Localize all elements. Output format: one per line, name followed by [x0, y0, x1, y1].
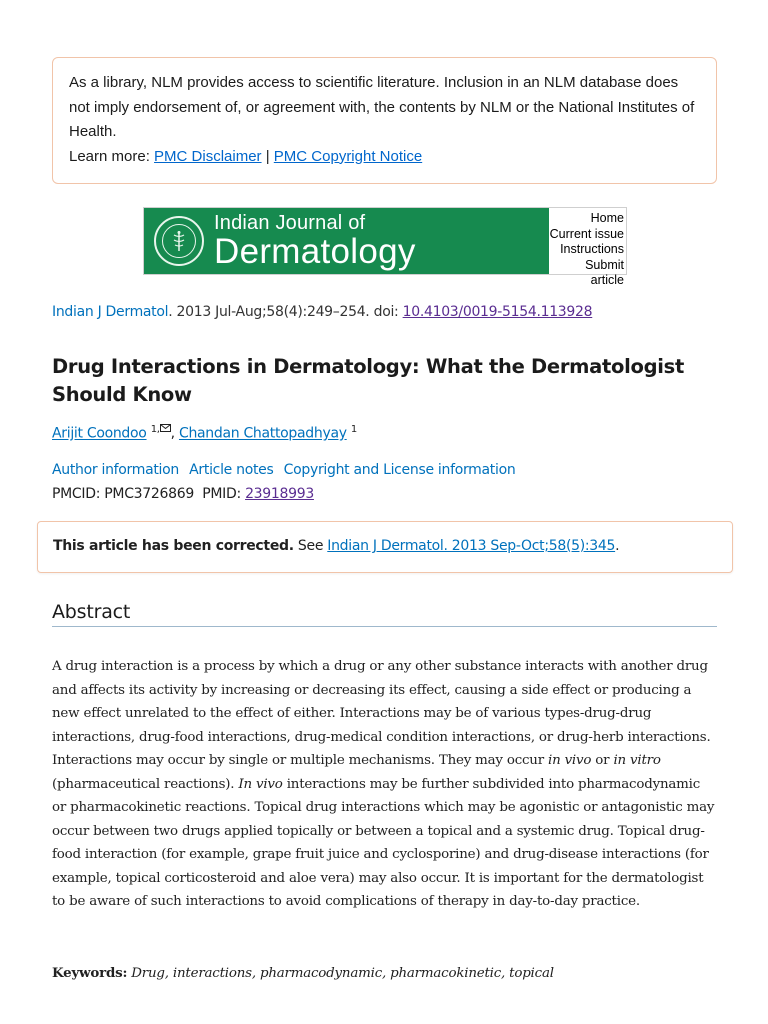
author-information-toggle[interactable]: Author information [52, 462, 179, 478]
abstract-text-1: A drug interaction is a process by which a drug or any other substance interacts with another drug and affects its activity by increasing or decreasing its effect, causing a side effect or producing a new effect unrelated to the effect of either. Interactions may be of various types-drug-drug interactions, drug-food interactions, drug-medical condition interactions, or drug-herb interactions. Interactions may occur by single or multiple mechanisms. They may occur [52, 659, 711, 768]
banner-nav-submit-article[interactable]: Submit article [585, 257, 624, 287]
abstract-or: or [591, 753, 614, 768]
doi-link[interactable]: 10.4103/0019-5154.113928 [402, 304, 593, 320]
author-link-coondoo[interactable]: Arijit Coondoo [52, 425, 147, 442]
journal-name-line2: Dermatology [214, 232, 416, 271]
learn-more-label: Learn more: [69, 147, 155, 165]
correction-notice [37, 521, 733, 573]
article-title: Drug Interactions in Dermatology: What the Dermatologist Should Know [52, 355, 685, 406]
author-affiliation-sup: 1 [350, 424, 357, 435]
nlm-disclaimer-box [52, 57, 717, 184]
journal-banner-logo[interactable] [144, 208, 549, 274]
correction-link[interactable]: Indian J Dermatol. 2013 Sep-Oct;58(5):345 [327, 538, 616, 554]
banner-nav [549, 208, 626, 287]
banner-nav-current-issue[interactable]: Current issue [549, 226, 624, 241]
article-notes-toggle[interactable]: Article notes [189, 462, 274, 478]
article-ids [52, 486, 314, 502]
abstract-text-3: interactions may be further subdivided into pharmacodynamic or pharmacokinetic reactions. Topical drug interactions which may be agonistic or antagonistic may occur between two drugs applied topically or between a topical and a systemic drug. Topical drug-food interaction (for example, grape fruit juice and cyclosporine) and drug-disease interactions (for example, topical corticosteroid and aloe vera) may also occur. It is important for the dermatologist to be aware of such interactions to avoid complications of therapy in day-to-day practice. [52, 776, 715, 909]
author-affiliation-sup: 1, [150, 424, 160, 435]
keywords-values: Drug, interactions, pharmacodynamic, pharmacokinetic, topical [131, 966, 554, 981]
keywords-label: Keywords: [52, 965, 128, 981]
citation-line [52, 304, 592, 320]
journal-seal-icon [154, 216, 204, 266]
keywords-line [52, 965, 554, 981]
disclaimer-text: As a library, NLM provides access to scientific literature. Inclusion in an NLM database does not imply endorsement of, or agreement with, the contents by NLM or the National Institutes of Health. [69, 74, 695, 140]
journal-name [214, 213, 416, 269]
article-meta-links [52, 462, 521, 478]
correction-period: . [615, 538, 620, 554]
banner-nav-home[interactable]: Home [590, 211, 624, 225]
correction-bold-text: This article has been corrected. [53, 538, 294, 554]
banner-nav-instructions[interactable]: Instructions [560, 242, 624, 256]
pmcid-label: PMCID: [52, 486, 105, 502]
pmid-label: PMID: [202, 486, 246, 502]
journal-citation-link[interactable]: Indian J Dermatol [52, 304, 169, 320]
author-link-chattopadhyay[interactable]: Chandan Chattopadhyay [178, 425, 347, 442]
abstract-italic-in-vitro: in vitro [613, 753, 661, 768]
correction-see: See [293, 538, 328, 554]
author-list [52, 424, 357, 442]
abstract-paragraph [52, 655, 717, 914]
pmc-copyright-link[interactable]: PMC Copyright Notice [273, 147, 423, 165]
envelope-icon[interactable] [160, 424, 171, 432]
abstract-text-2: (pharmaceutical reactions). [52, 776, 239, 792]
abstract-heading: Abstract [52, 601, 717, 627]
pmcid-value: PMC3726869 [104, 486, 194, 502]
citation-details: . 2013 Jul-Aug;58(4):249–254. doi: [168, 304, 403, 320]
abstract-italic-in-vivo-2: In vivo [238, 776, 283, 792]
link-separator: | [261, 147, 274, 165]
journal-banner [143, 207, 627, 287]
author-separator: , [170, 425, 179, 442]
pmc-disclaimer-link[interactable]: PMC Disclaimer [154, 147, 262, 165]
copyright-license-toggle[interactable]: Copyright and License information [283, 462, 516, 478]
pmid-link[interactable]: 23918993 [245, 486, 314, 502]
journal-name-line1: Indian Journal of [214, 212, 366, 234]
abstract-italic-in-vivo: in vivo [548, 753, 592, 768]
